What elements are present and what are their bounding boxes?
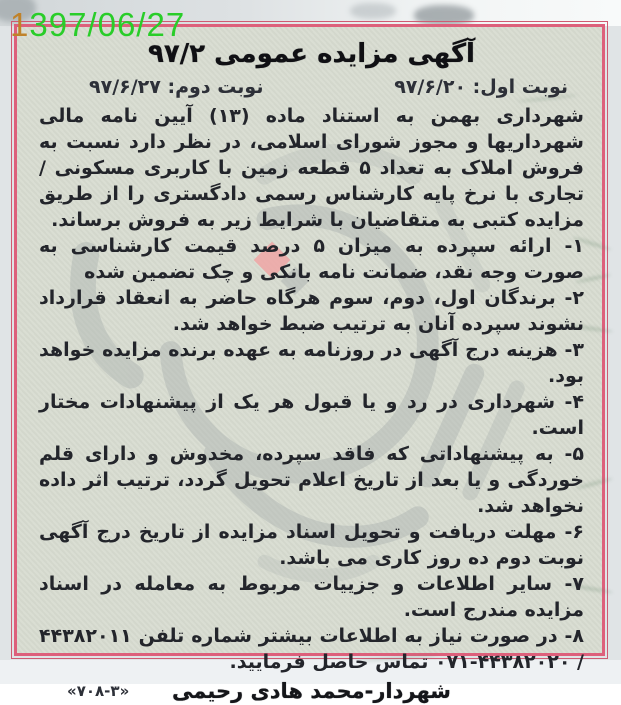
date-stamp <box>10 6 185 44</box>
conditions-list <box>39 233 584 675</box>
publication-dates-row <box>39 71 584 101</box>
condition-item: ۶- مهلت دریافت و تحویل اسناد مزایده از تاریخ درج آگهی نوبت دوم ده روز کاری می باشد. <box>39 521 584 569</box>
auction-notice-box <box>14 24 605 703</box>
condition-item: ۱- ارائه سپرده به میزان ۵ درصد قیمت کارشناسی به صورت وجه نقد، ضمانت نامه بانکی و چک تضمین شده <box>39 235 584 283</box>
scan-artifact-blob <box>350 3 396 19</box>
date-stamp-rest: 397/06/27 <box>29 6 186 43</box>
first-round-date: نوبت اول: ۹۷/۶/۲۰ <box>394 76 568 98</box>
condition-item: ۳- هزینه درج آگهی در روزنامه به عهده برنده مزایده خواهد بود. <box>39 339 584 387</box>
condition-item: ۷- سایر اطلاعات و جزییات مربوط به معامله در اسناد مزایده مندرج است. <box>39 573 584 621</box>
scan-artifact-blob <box>414 5 474 26</box>
signature-row <box>39 677 584 705</box>
mayor-signature: شهردار-محمد هادی رحیمی <box>172 679 451 703</box>
condition-item: ۸- در صورت نیاز به اطلاعات بیشتر شماره تلفن ۴۴۳۸۲۰۱۱ / ۴۴۳۸۲۰۲۰-۰۷۱ تماس حاصل فرمایید. <box>39 625 584 673</box>
notice-title: آگهی مزایده عمومی ۹۷/۲ <box>148 39 475 69</box>
condition-item: ۴- شهرداری در رد و یا قبول هر یک از پیشنهادات مختار است. <box>39 391 584 439</box>
ad-code: «۷۰۸-۳» <box>67 682 130 700</box>
condition-item: ۵- به پیشنهاداتی که فاقد سپرده، مخدوش و دارای قلم خوردگی و یا بعد از تاریخ اعلام تحویل گردد، ترتیب اثر داده نخواهد شد. <box>39 443 584 517</box>
second-round-date: نوبت دوم: ۹۷/۶/۲۷ <box>89 76 264 98</box>
notice-intro-paragraph: شهرداری بهمن به استناد ماده (۱۳) آیین نامه مالی شهرداریها و مجوز شورای اسلامی، در نظر دارد نسبت به فروش املاک به تعداد ۵ قطعه زمین با کاربری مسکونی / تجاری با نرخ پایه کارشناس رسمی دادگستری را از طریق مزایده کتبی به متقاضیان با شرایط زیر به فروش برساند. <box>39 105 584 231</box>
condition-item: ۲- برندگان اول، دوم، سوم هرگاه حاضر به انعقاد قرارداد نشوند سپرده آنان به ترتیب ضبط خواهد شد. <box>39 287 584 335</box>
date-stamp-first-digit: 1 <box>10 6 30 43</box>
